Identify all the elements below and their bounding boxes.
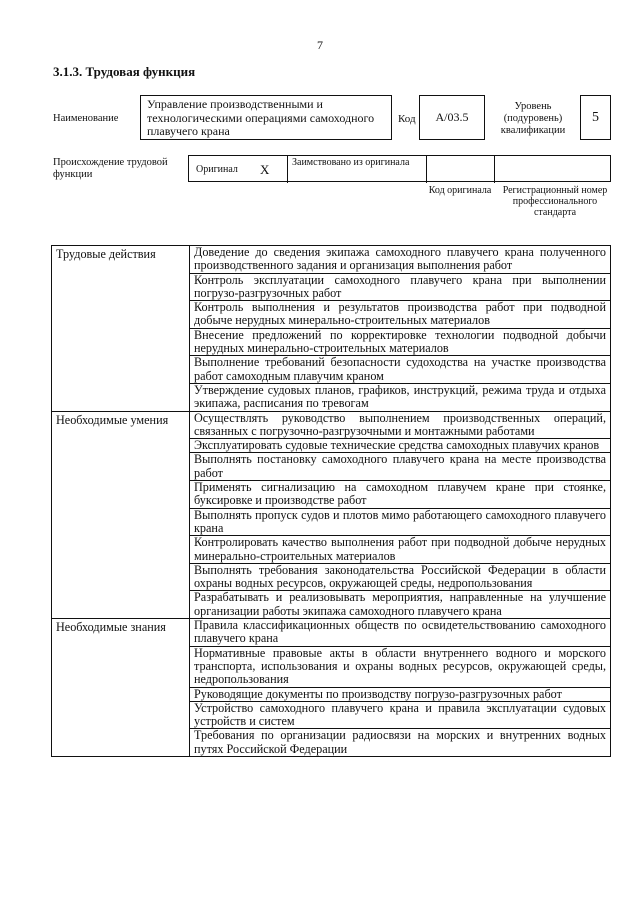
item-cell: Выполнять пропуск судов и плотов мимо работающего самоходного плавучего крана xyxy=(190,508,611,536)
item-cell: Утверждение судовых планов, графиков, инструкций, режима труда и отдыха экипажа, расписания по тревогам xyxy=(190,383,611,411)
item-cell: Применять сигнализацию на самоходном плавучем кране при стоянке, буксировке и производстве работ xyxy=(190,481,611,509)
origin-label: Происхождение трудовой функции xyxy=(53,157,168,180)
item-cell: Разрабатывать и реализовывать мероприятия, направленные на улучшение организации работы экипажа самоходного плавучего крана xyxy=(190,591,611,619)
item-cell: Эксплуатировать судовые технические средства самоходных плавучих кранов xyxy=(190,439,611,453)
reg-number-cell xyxy=(495,156,610,183)
borrowed-cell xyxy=(288,156,427,183)
table-row xyxy=(52,246,611,274)
page-number: 7 xyxy=(317,38,323,52)
code-original-caption: Код оригинала xyxy=(428,185,492,196)
table-row xyxy=(52,619,611,647)
item-cell: Доведение до сведения экипажа самоходного плавучего крана полученного производственного задания и организация выполнения работ xyxy=(190,246,611,274)
item-cell: Правила классификационных обществ по освидетельствованию самоходного плавучего крана xyxy=(190,619,611,647)
section-title: 3.1.3. Трудовая функция xyxy=(53,64,196,79)
item-cell: Выполнять постановку самоходного плавучего крана на месте производства работ xyxy=(190,453,611,481)
item-cell: Контроль выполнения и результатов производства работ при подводной добыче нерудных минерально-строительных материалов xyxy=(190,301,611,329)
category-cell: Трудовые действия xyxy=(52,246,190,412)
item-cell: Выполнять требования законодательства Российской Федерации в области охраны водных ресурсов, окружающей среды, недропользования xyxy=(190,563,611,591)
item-cell: Выполнение требований безопасности судоходства на участке производства работ самоходным плавучим краном xyxy=(190,356,611,384)
borrowed-label: Заимствовано из оригинала xyxy=(292,157,410,168)
original-mark: X xyxy=(260,162,270,177)
level-label: Уровень (подуровень) квалификации xyxy=(500,101,566,136)
item-cell: Нормативные правовые акты в области внутреннего водного и морского транспорта, использования и охраны водных ресурсов, окружающей среды, недропользования xyxy=(190,646,611,687)
reg-number-caption: Регистрационный номер профессионального стандарта xyxy=(502,185,608,218)
item-cell: Руководящие документы по производству погрузо-разгрузочных работ xyxy=(190,687,611,701)
item-cell: Контроль эксплуатации самоходного плавучего крана при выполнении погрузо-разгрузочных работ xyxy=(190,273,611,301)
name-label: Наименование xyxy=(53,113,119,124)
item-cell: Устройство самоходного плавучего крана и правила эксплуатации судовых устройств и систем xyxy=(190,701,611,729)
original-cell xyxy=(189,156,288,183)
function-table xyxy=(51,245,611,757)
item-cell: Внесение предложений по корректировке технологии подводной добычи нерудных минерально-строительных материалов xyxy=(190,328,611,356)
item-cell: Контролировать качество выполнения работ при подводной добыче нерудных минерально-строительных материалов xyxy=(190,536,611,564)
item-cell: Осуществлять руководство выполнением производственных операций, связанных с погрузочно-разгрузочными и монтажными работами xyxy=(190,411,611,439)
level-box: 5 xyxy=(580,95,611,140)
original-label: Оригинал xyxy=(196,164,238,175)
category-cell: Необходимые знания xyxy=(52,619,190,757)
code-box: А/03.5 xyxy=(419,95,485,140)
item-cell: Требования по организации радиосвязи на морских и внутренних водных путях Российской Федерации xyxy=(190,729,611,757)
code-label: Код xyxy=(398,113,416,125)
category-cell: Необходимые умения xyxy=(52,411,190,618)
function-name-box: Управление производственными и технологическими операциями самоходного плавучего крана xyxy=(140,95,392,140)
code-original-cell xyxy=(427,156,495,183)
origin-row xyxy=(188,155,611,182)
table-row xyxy=(52,411,611,439)
